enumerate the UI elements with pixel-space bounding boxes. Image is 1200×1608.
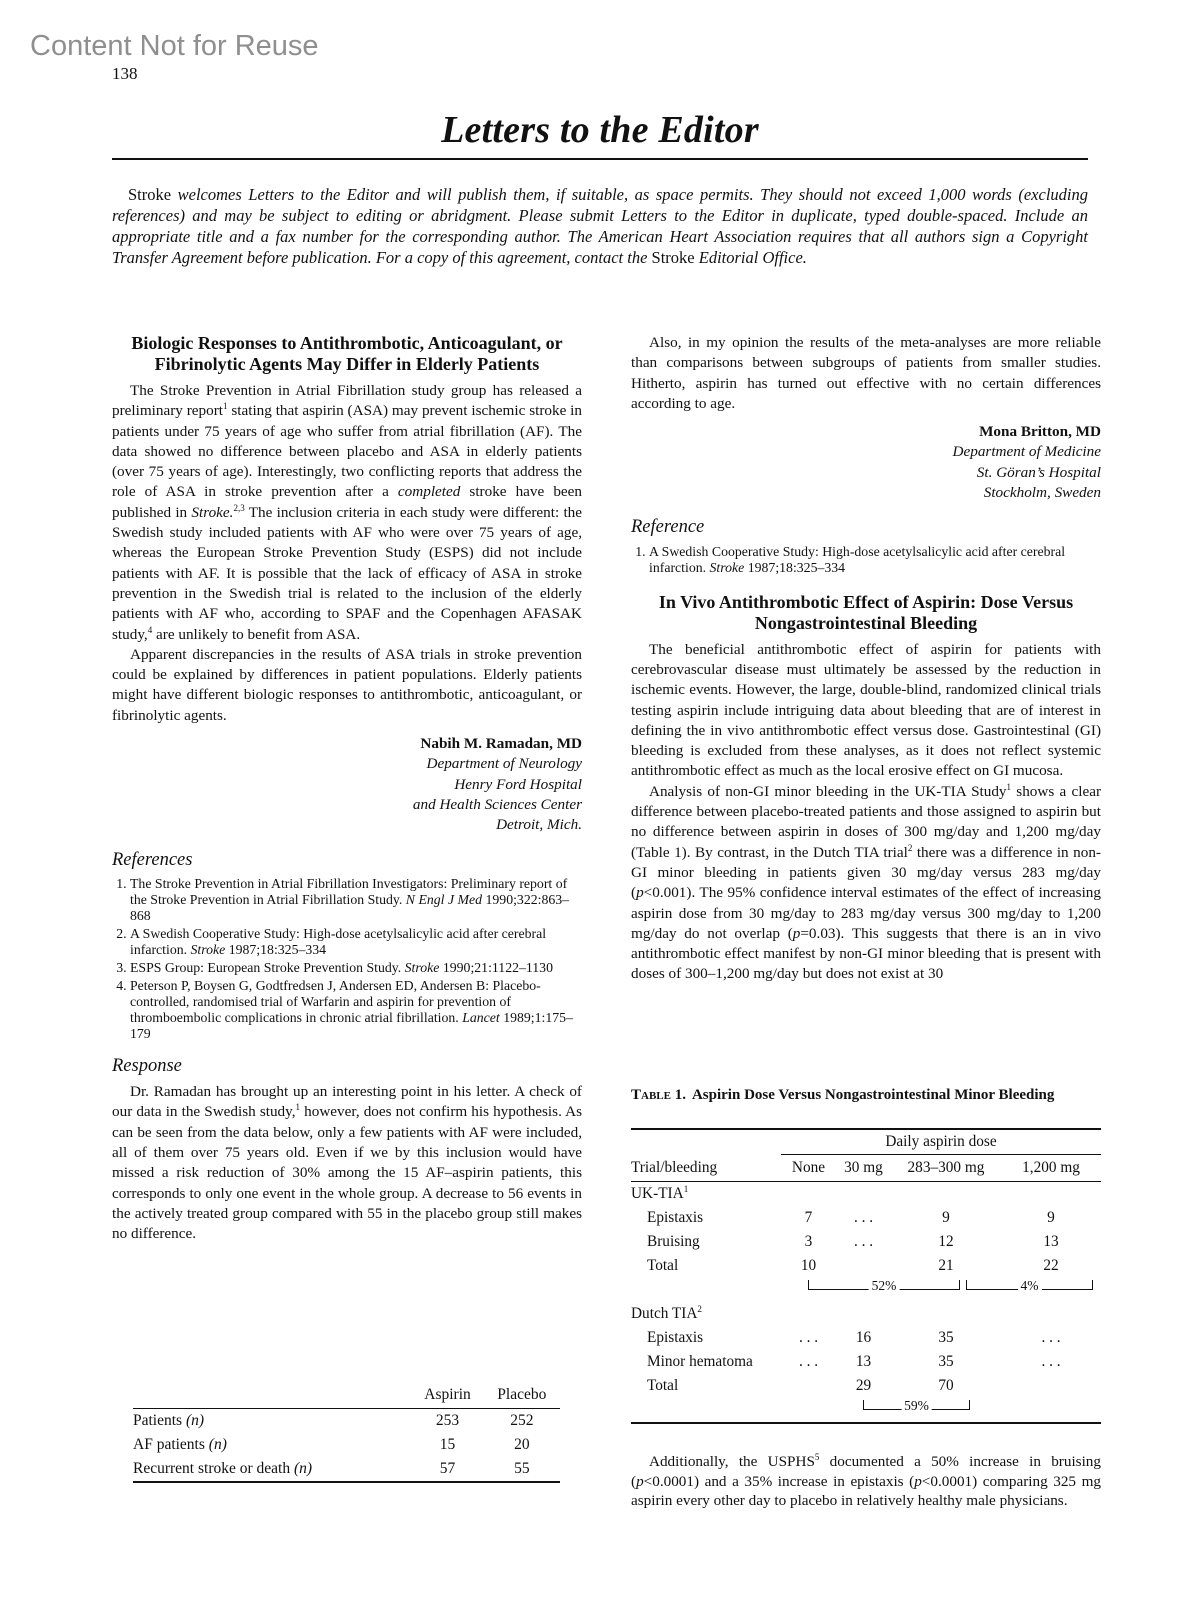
response-data-table (133, 1382, 560, 1483)
letter-paragraph: Apparent discrepancies in the results of ASA trials in stroke prevention could be explained by differences in patient populations. Elderly patients might have different biologic responses to antithrombotic, anticoagulant, or fibrinolytic agents. (112, 645, 582, 724)
difference-bracket: 59% (863, 1400, 970, 1410)
letter-title: Biologic Responses to Antithrombotic, Anticoagulant, or Fibrinolytic Agents May Differ in Elderly Patients (131, 333, 563, 374)
reference-item: 1. The Stroke Prevention in Atrial Fibrillation Investigators: Preliminary report of the Stroke Prevention in Atrial Fibrillation Study. N Engl J Med 1990;322:863–868 (130, 876, 582, 924)
table1-caption: Table 1. Aspirin Dose Versus Nongastrointestinal Minor Bleeding (631, 1087, 1055, 1103)
table-row: Total 29 70 (647, 1377, 954, 1394)
table-row: Recurrent stroke or death (n) 57 55 (133, 1457, 560, 1482)
editorial-intro: Stroke welcomes Letters to the Editor and will publish them, if suitable, as space permits. They should not exceed 1,000 words (excluding references) and may be subject to editing or abridgment. Please submit Letters to the Editor in duplicate, typed double-spaced. Include an appropriate title and a fax number for the corresponding author. The American Heart Association requires that all authors sign a Copyright Transfer Agreement before publication. For a copy of this agreement, contact the Stroke Editorial Office. (112, 185, 1088, 267)
section-title: Letters to the Editor (441, 109, 759, 151)
table-header: Trial/bleeding (631, 1155, 781, 1182)
table1 (631, 1128, 1101, 1424)
table-row: Epistaxis 7 . . . 9 9 (647, 1209, 1055, 1226)
title-rule (112, 158, 1088, 160)
letter-paragraph: Analysis of non-GI minor bleeding in the UK-TIA Study$^1$ shows a clear difference between placebo-treated patients and those assigned to aspirin but no difference between aspirin in doses of 300 mg/day and 1,200 mg/day (Table 1). By contrast, in the Dutch TIA trial$^2$ there was a difference in non-GI minor bleeding in patients given 30 mg/day versus 283 mg/day (p<0.001). The 95% confidence interval estimates of the effect of increasing aspirin dose from 30 mg/day to 283 mg/day versus 300 mg/day to 1,200 mg/day do not overlap (p=0.03). This suggests that there is an in vivo antithrombotic effect manifest by non-GI minor bleeding that is present with doses of 300–1,200 mg/day but does not exist at 30 (631, 781, 1101, 983)
response-paragraph: Dr. Ramadan has brought up an interesting point in his letter. A check of our data in the Swedish study,$^1$ however, does not confirm his hypothesis. As can be seen from the data below, only a few patients with AF were included, all of them over 75 years old. Even if we by this inclusion would have missed a risk reduction of 30% among the 15 AF–aspirin patients, this corresponds to only one event in the whole group. A decrease to 56 events in the actively treated group compared with 55 in the placebo group still makes no difference. (112, 1083, 582, 1243)
difference-bracket: 4% (966, 1280, 1093, 1290)
table-row: Minor hematoma . . . 13 35 . . . (647, 1353, 1061, 1370)
letter-paragraph: The Stroke Prevention in Atrial Fibrillation study group has released a preliminary report$^1$ stating that aspirin (ASA) may prevent ischemic stroke in patients under 75 years of age who suffer from atrial fibrillation (AF). The data showed no difference between placebo and ASA in elderly patients (over 75 years of age). Interestingly, two conflicting reports that address the role of ASA in stroke prevention after a completed stroke have been published in Stroke.$^{2,3}$ The inclusion criteria in each study were different: the Swedish study included patients with AF who were over 75 years of age, whereas the European Stroke Prevention Study (ESPS) did not include patients with AF. It is possible that the lack of efficacy of ASA in stroke prevention in the Swedish trial is related to the inclusion of the elderly patients with AF who, according to SPAF and the Copenhagen AFASAK study,$^4$ are unlikely to benefit from ASA. (112, 382, 582, 643)
left-column (112, 333, 582, 1245)
watermark: Content Not for Reuse (30, 30, 319, 62)
table-header: Aspirin (411, 1382, 483, 1409)
reference-item: 3. ESPS Group: European Stroke Prevention Study. Stroke 1990;21:1122–1130 (130, 960, 582, 976)
table-header: 1,200 mg (1001, 1155, 1101, 1182)
reference-list (112, 876, 582, 1042)
table-header: 283–300 mg (891, 1155, 1001, 1182)
table-group-row: Dutch TIA$^2$ (631, 1303, 702, 1322)
response-heading: Response (112, 1055, 182, 1076)
references-heading: References (112, 849, 193, 870)
table-row: AF patients (n) 15 20 (133, 1436, 530, 1453)
letter-title: In Vivo Antithrombotic Effect of Aspirin: Dose Versus Nongastrointestinal Bleeding (658, 591, 1074, 633)
reference-item: 4. Peterson P, Boysen G, Godtfredsen J, Andersen ED, Andersen B: Placebo-controlled, randomised trial of Warfarin and aspirin for prevention of thromboembolic complications in chronic atrial fibrillation. Lancet 1989;1:175–179 (130, 978, 582, 1042)
table-spanning-header: Daily aspirin dose (781, 1129, 1101, 1155)
page-number: 138 (112, 64, 138, 83)
table-row: Epistaxis . . . 16 35 . . . (647, 1329, 1061, 1346)
table-group-row: UK-TIA$^1$ (631, 1183, 689, 1202)
reference-item: 1. A Swedish Cooperative Study: High-dose acetylsalicylic acid after cerebral infarction. Stroke 1987;18:325–334 (649, 544, 1101, 576)
table-header: Placebo (484, 1382, 560, 1409)
author-signature: Nabih M. Ramadan, MD Department of Neurology Henry Ford Hospital and Health Sciences Center Detroit, Mich. (412, 735, 582, 834)
table-header (133, 1382, 411, 1409)
table-row: Patients (n) 253 252 (133, 1412, 534, 1429)
reference-list (631, 544, 1101, 576)
right-column (631, 333, 1101, 985)
table-row: Total 10 21 22 (647, 1257, 1059, 1274)
difference-bracket-row (631, 1398, 1101, 1423)
response-paragraph: Also, in my opinion the results of the meta-analyses are more reliable than comparisons between subgroups of patients from smaller studies. Hitherto, aspirin has turned out effective with no certain differences according to age. (631, 334, 1101, 412)
difference-bracket-row (631, 1278, 1101, 1302)
letter-paragraph: Additionally, the USPHS$^5$ documented a 50% increase in bruising (p<0.0001) and a 35% increase in epistaxis (p<0.0001) comparing 325 mg aspirin every other day to placebo in relatively healthy male physicians. (631, 1452, 1101, 1510)
author-signature: Mona Britton, MD Department of Medicine St. Göran’s Hospital Stockholm, Sweden (952, 423, 1101, 502)
table-header: None (781, 1155, 836, 1182)
table-header: 30 mg (836, 1155, 891, 1182)
reference-item: 2. A Swedish Cooperative Study: High-dose acetylsalicylic acid after cerebral infarction. Stroke 1987;18:325–334 (130, 926, 582, 958)
letter-paragraph: The beneficial antithrombotic effect of aspirin for patients with cerebrovascular disease must ultimately be assessed by the reduction in ischemic events. However, the large, double-blind, randomized clinical trials testing aspirin include intriguing data about bleeding that are of interest in defining the in vivo antithrombotic effect versus dose. Gastrointestinal (GI) bleeding is excluded from these analyses, as it does not reflect systemic antithrombotic effect as much as the local erosive effect on GI mucosa. (631, 640, 1101, 780)
reference-heading: Reference (631, 517, 705, 538)
difference-bracket: 52% (808, 1280, 960, 1290)
table-row: Bruising 3 . . . 12 13 (647, 1233, 1059, 1250)
